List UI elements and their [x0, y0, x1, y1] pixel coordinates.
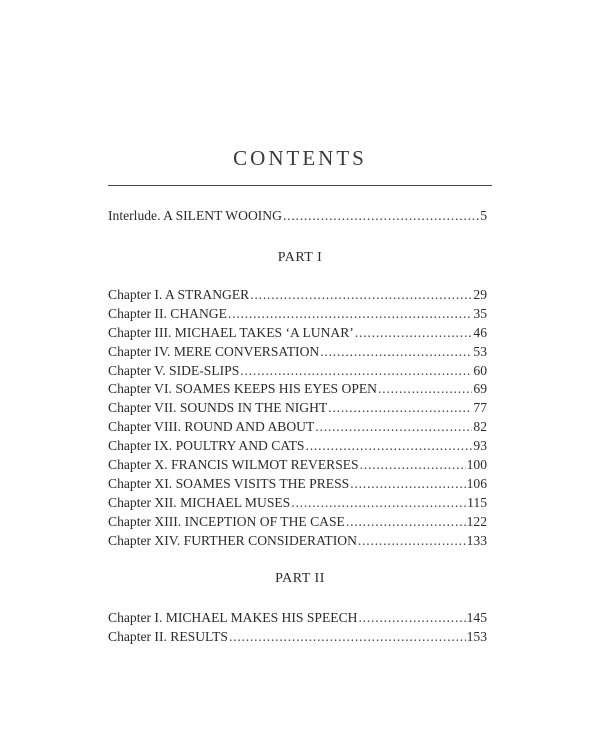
toc-entry-label: Chapter XIII. INCEPTION OF THE CASE [108, 513, 345, 529]
toc-entry-page: 5 [480, 208, 487, 223]
dot-leader [355, 324, 473, 343]
toc-entry-label: Chapter IV. MERE CONVERSATION [108, 343, 320, 359]
toc-entry[interactable] [108, 628, 487, 647]
dot-leader [283, 207, 479, 226]
toc-entry-label: Chapter II. RESULTS [108, 628, 228, 644]
toc-entry-page: 106 [466, 475, 487, 491]
dot-leader [229, 628, 466, 647]
toc-entry[interactable] [108, 475, 487, 494]
toc-entry-label: Chapter XIV. FURTHER CONSIDERATION [108, 532, 357, 548]
toc-entry-label: Chapter VI. SOAMES KEEPS HIS EYES OPEN [108, 381, 377, 397]
toc-entry-page: 77 [473, 400, 487, 416]
toc-entry-page: 35 [473, 305, 487, 321]
toc-entry[interactable] [108, 609, 487, 628]
toc-entry[interactable] [108, 437, 487, 456]
dot-leader [228, 305, 472, 324]
toc-entry-page: 145 [466, 610, 487, 625]
toc-entry-label: Chapter IX. POULTRY AND CATS [108, 438, 305, 454]
toc-entry-label: Chapter I. MICHAEL MAKES HIS SPEECH [108, 610, 358, 625]
toc-entry[interactable] [108, 513, 487, 532]
part-1-chapter-list [108, 286, 487, 550]
dot-leader [328, 399, 472, 418]
toc-entry-page: 100 [466, 457, 487, 473]
toc-entry[interactable] [108, 380, 487, 399]
toc-entry-page: 82 [473, 419, 487, 435]
toc-entry[interactable] [108, 305, 487, 324]
title-divider [108, 185, 492, 186]
toc-entry-page: 93 [473, 438, 487, 454]
part-heading-2: PART II [275, 571, 325, 586]
dot-leader [315, 418, 472, 437]
toc-entry-label: Chapter I. A STRANGER [108, 287, 250, 302]
dot-leader [306, 437, 473, 456]
dot-leader [358, 532, 466, 551]
toc-entry-label: Interlude. A SILENT WOOING [108, 208, 282, 223]
toc-entry-label: Chapter VIII. ROUND AND ABOUT [108, 419, 315, 435]
dot-leader [360, 456, 466, 475]
toc-entry-label: Chapter V. SIDE-SLIPS [108, 362, 240, 378]
toc-entry[interactable] [108, 456, 487, 475]
dot-leader [358, 609, 465, 628]
toc-entry-page: 60 [473, 362, 487, 378]
dot-leader [250, 286, 472, 305]
toc-entry[interactable] [108, 343, 487, 362]
toc-entry[interactable] [108, 362, 487, 381]
toc-entry-page: 29 [473, 287, 487, 302]
toc-entry[interactable] [108, 532, 487, 551]
interlude-section [108, 207, 487, 226]
toc-entry-label: Chapter XII. MICHAEL MUSES [108, 494, 291, 510]
toc-entry-label: Chapter II. CHANGE [108, 305, 227, 321]
toc-entry-page: 115 [467, 494, 487, 510]
toc-entry-label: Chapter III. MICHAEL TAKES ‘A LUNAR’ [108, 324, 354, 340]
toc-entry-page: 46 [473, 324, 487, 340]
toc-entry-label: Chapter VII. SOUNDS IN THE NIGHT [108, 400, 328, 416]
toc-entry-page: 122 [466, 513, 487, 529]
dot-leader [350, 475, 465, 494]
dot-leader [291, 494, 466, 513]
toc-entry[interactable] [108, 286, 487, 305]
toc-entry-interlude[interactable] [108, 207, 487, 226]
toc-entry-page: 153 [466, 628, 487, 644]
page-title: CONTENTS [233, 146, 367, 170]
toc-entry-label: Chapter X. FRANCIS WILMOT REVERSES [108, 457, 359, 473]
toc-entry-page: 53 [473, 343, 487, 359]
dot-leader [378, 380, 472, 399]
toc-entry-label: Chapter XI. SOAMES VISITS THE PRESS [108, 475, 350, 491]
dot-leader [240, 362, 472, 381]
toc-entry[interactable] [108, 418, 487, 437]
toc-entry-page: 133 [466, 532, 487, 548]
toc-entry[interactable] [108, 399, 487, 418]
dot-leader [346, 513, 466, 532]
toc-entry-page: 69 [473, 381, 487, 397]
toc-entry[interactable] [108, 494, 487, 513]
part-2-chapter-list [108, 609, 487, 647]
toc-entry[interactable] [108, 324, 487, 343]
part-heading-1: PART I [277, 250, 323, 265]
dot-leader [320, 343, 472, 362]
